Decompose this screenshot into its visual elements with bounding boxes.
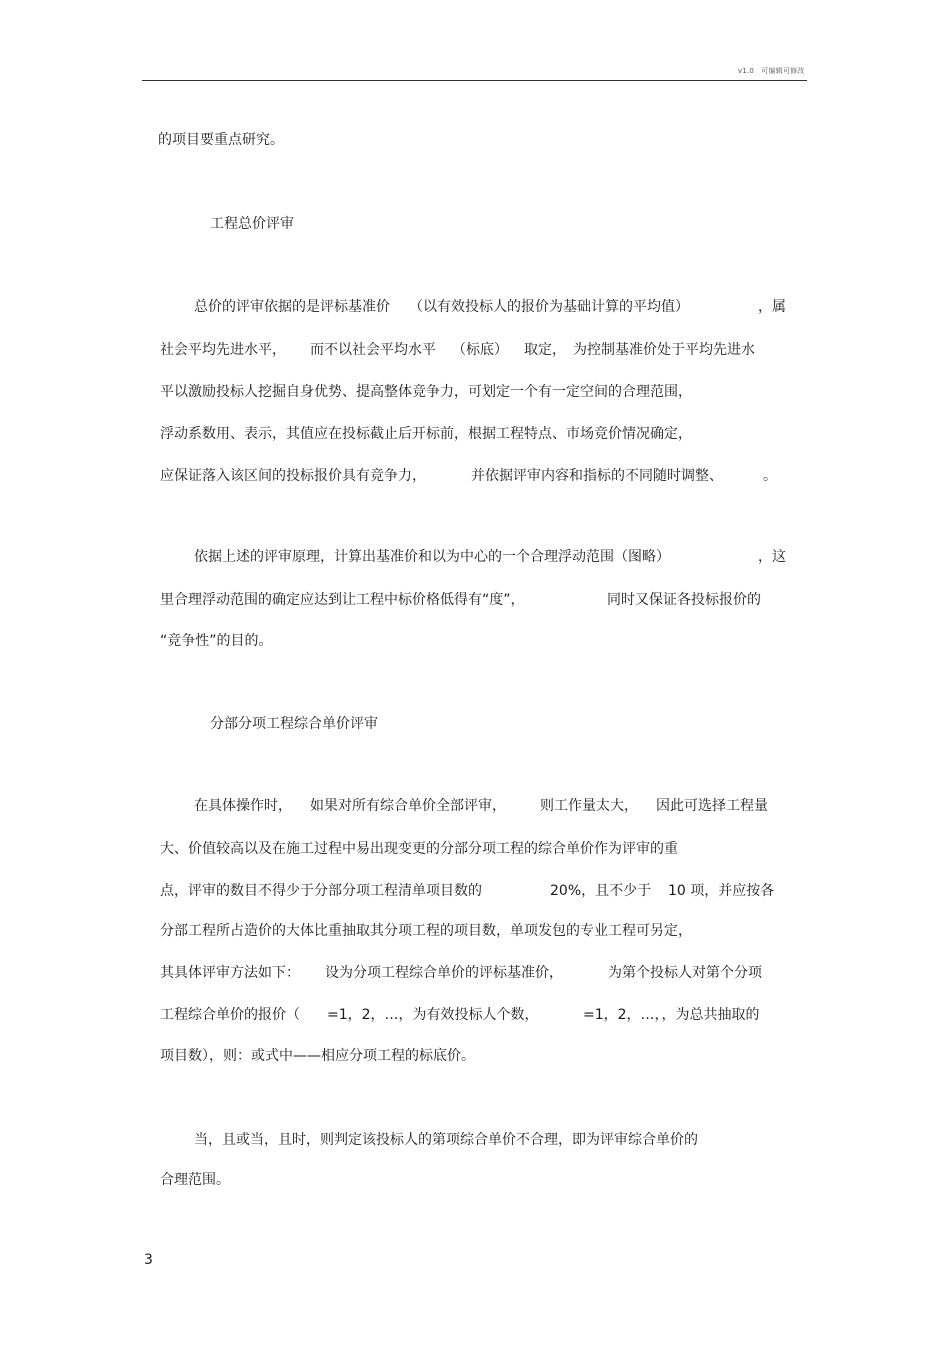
text-run: 在具体操作时， bbox=[194, 798, 292, 814]
text-run: ，这 bbox=[758, 549, 786, 565]
header-rule bbox=[142, 80, 807, 81]
text-run: ，属 bbox=[758, 299, 786, 315]
text-run: 因此可选择工程量 bbox=[656, 798, 768, 814]
text-run: 社会平均先进水平， bbox=[160, 342, 286, 358]
page-number: 3 bbox=[144, 1252, 153, 1268]
text-run: 10 项，并应按各 bbox=[668, 883, 775, 899]
paragraph-line: 项目数），则：或式中——相应分项工程的标底价。 bbox=[160, 1048, 475, 1064]
text-run: 同时又保证各投标报价的 bbox=[607, 592, 761, 608]
text-run: 。 bbox=[763, 468, 777, 484]
text-run: 如果对所有综合单价全部评审， bbox=[310, 798, 506, 814]
text-run: 应保证落入该区间的投标报价具有竞争力， bbox=[160, 468, 426, 484]
text-run: 设为分项工程综合单价的评标基准价， bbox=[325, 965, 563, 981]
text-run: 20%，且不少于 bbox=[550, 883, 652, 899]
text-run: 总价的评审依据的是评标基准价 bbox=[194, 299, 390, 315]
paragraph-line: 浮动系数用、表示，其值应在投标截止后开标前，根据工程特点、市场竞价情况确定， bbox=[160, 426, 692, 442]
text-run: 工程综合单价的报价（ bbox=[160, 1007, 300, 1023]
text-run: 依据上述的评审原理，计算出基准价和以为中心的一个合理浮动范围（图略） bbox=[194, 549, 670, 565]
paragraph-line: 分部工程所占造价的大体比重抽取其分项工程的项目数，单项发包的专业工程可另定， bbox=[160, 923, 692, 939]
text-run: =1，2，…，，为总共抽取的 bbox=[583, 1007, 760, 1023]
section-heading-total-price: 工程总价评审 bbox=[210, 216, 294, 232]
text-run: 则工作量太大， bbox=[540, 798, 638, 814]
paragraph-line: “竞争性”的目的。 bbox=[160, 633, 273, 649]
text-run: 为控制基准价处于平均先进水 bbox=[573, 342, 755, 358]
text-run: 而不以社会平均水平 bbox=[310, 342, 436, 358]
text-run: 并依据评审内容和指标的不同随时调整、 bbox=[471, 468, 723, 484]
paragraph-line: 当，且或当，且时，则判定该投标人的第项综合单价不合理，即为评审综合单价的 bbox=[194, 1132, 698, 1148]
paragraph-line: 平以激励投标人挖掘自身优势、提高整体竞争力，可划定一个有一定空间的合理范围， bbox=[160, 384, 692, 400]
text-run: 其具体评审方法如下： bbox=[160, 965, 300, 981]
text-run: =1，2，…，为有效投标人个数， bbox=[327, 1007, 539, 1023]
text-run: 里合理浮动范围的确定应达到让工程中标价格低得有“度”， bbox=[160, 592, 525, 608]
text-run: （标底） bbox=[452, 342, 508, 358]
section-heading-unit-price: 分部分项工程综合单价评审 bbox=[210, 716, 378, 732]
text-run: 为第个投标人对第个分项 bbox=[608, 965, 762, 981]
header-version-note: v1.0 可编辑可修改 bbox=[738, 67, 805, 75]
text-run: 点，评审的数目不得少于分部分项工程清单项目数的 bbox=[160, 883, 482, 899]
text-run: （以有效投标人的报价为基础计算的平均值） bbox=[409, 299, 689, 315]
paragraph-line: 大、价值较高以及在施工过程中易出现变更的分部分项工程的综合单价作为评审的重 bbox=[160, 841, 678, 857]
paragraph-line: 合理范围。 bbox=[160, 1172, 230, 1188]
paragraph-line: 的项目要重点研究。 bbox=[158, 132, 284, 148]
text-run: 取定， bbox=[524, 342, 566, 358]
